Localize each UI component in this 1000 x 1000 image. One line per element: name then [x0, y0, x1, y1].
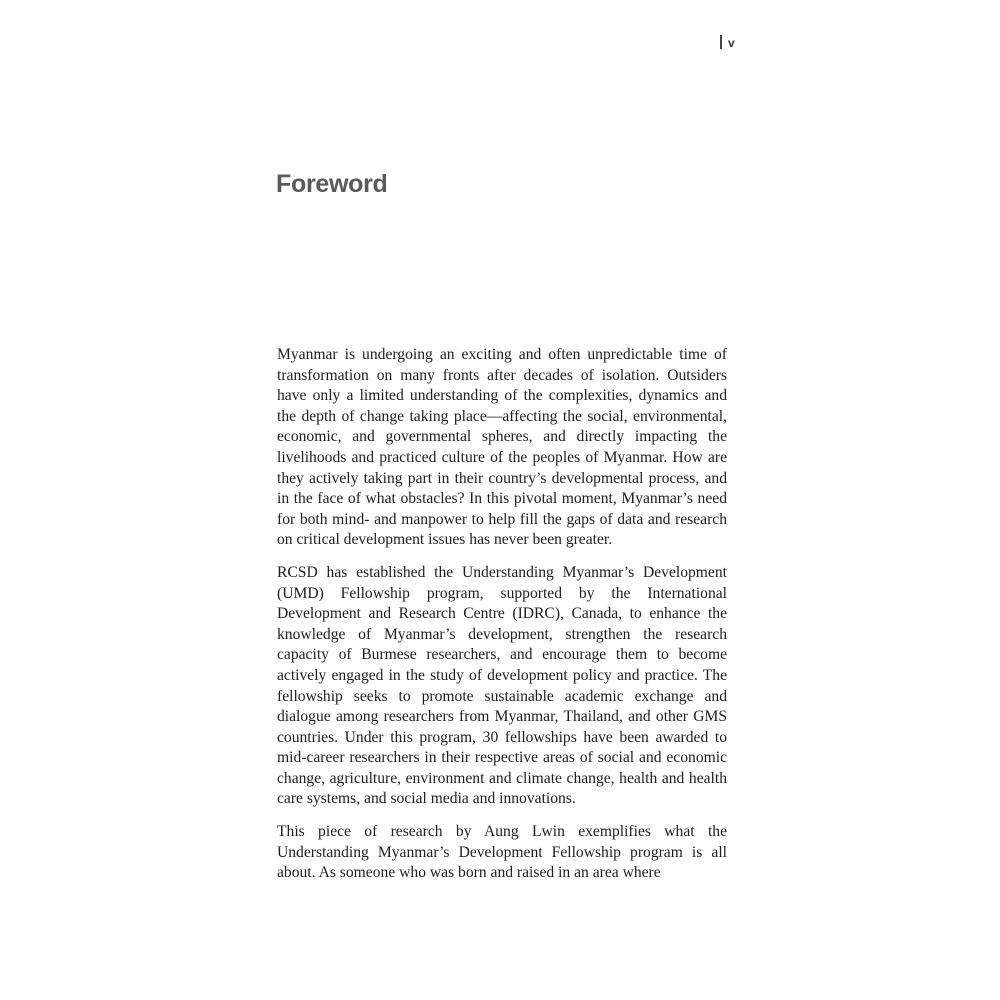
page-number: [720, 35, 736, 50]
chapter-title: Foreword: [276, 170, 388, 198]
body-text: [277, 345, 727, 896]
paragraph-3: This piece of research by Aung Lwin exemplifies what the Understanding Myanmar’s Development Fellowship program is all about. As someone who was born and raised in an area where: [277, 823, 727, 882]
paragraph-1: Myanmar is undergoing an exciting and often unpredictable time of transformation on many fronts after decades of isolation. Outsiders have only a limited understanding of the complexities, dynamics and the depth of change taking place—affecting the social, environmental, economic, and governmental spheres, and directly impacting the livelihoods and practiced culture of the peoples of Myanmar. How are they actively taking part in their country’s developmental process, and in the face of what obstacles? In this pivotal moment, Myanmar’s need for both mind- and manpower to help fill the gaps of data and research on critical development issues has never been greater.: [277, 346, 727, 549]
page-number-value: v: [728, 36, 736, 50]
paragraph-2: RCSD has established the Understanding Myanmar’s Development (UMD) Fellowship program, supported by the International Development and Research Centre (IDRC), Canada, to enhance the knowledge of Myanmar’s development, strengthen the research capacity of Burmese researchers, and encourage them to become actively engaged in the study of development policy and practice. The fellowship seeks to promote sustainable academic exchange and dialogue among researchers from Myanmar, Thailand, and other GMS countries. Under this program, 30 fellowships have been awarded to mid-career researchers in their respective areas of social and economic change, agriculture, environment and climate change, health and health care systems, and social media and innovations.: [277, 563, 727, 808]
page-number-separator: [720, 35, 722, 49]
